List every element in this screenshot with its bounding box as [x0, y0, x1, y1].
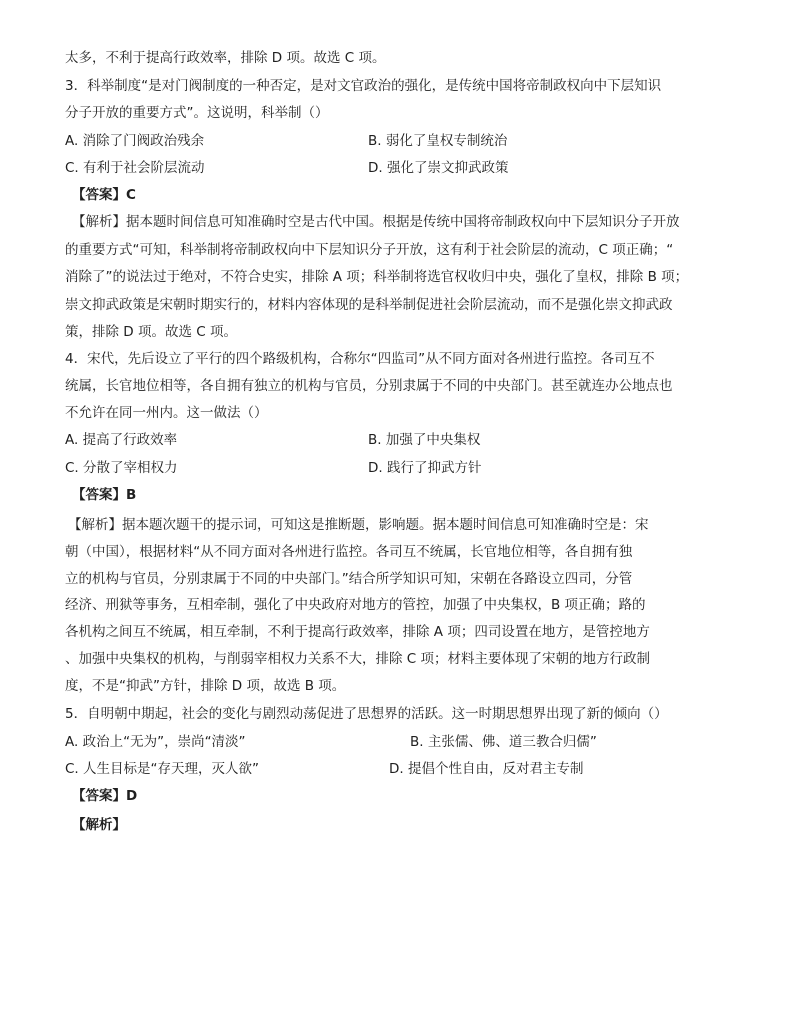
- question-5-explanation: 【解析】: [72, 817, 126, 833]
- question-3-explanation: 消除了”的说法过于绝对，不符合史实，排除 A 项；科举制将选官权收归中央，强化了皇权，排除 B 项；: [65, 269, 689, 285]
- question-4-explanation: 【解析】据本题次题干的提示词，可知这是推断题，影响题。据本题时间信息可知准确时空是：宋: [68, 517, 649, 533]
- question-3-option-c: C. 有利于社会阶层流动: [65, 160, 205, 176]
- question-5-option-b: B. 主张儒、佛、道三教合归儒”: [410, 734, 597, 750]
- question-3-explanation: 的重要方式“可知，科举制将帝制政权向中下层知识分子开放，这有利于社会阶层的流动，C 项正确；“: [65, 242, 674, 258]
- question-3-option-d: D. 强化了崇文抑武政策: [368, 160, 509, 176]
- question-4-option-a: A. 提高了行政效率: [65, 432, 178, 448]
- question-3-stem: 分子开放的重要方式”。这说明，科举制（）: [65, 105, 329, 121]
- question-3-option-b: B. 弱化了皇权专制统治: [368, 133, 508, 149]
- question-4-explanation: 度，不是“抑武”方针，排除 D 项，故选 B 项。: [65, 678, 346, 694]
- question-3-stem: 3．科举制度“是对门阀制度的一种否定，是对文官政治的强化，是传统中国将帝制政权向中下层知识: [65, 78, 662, 94]
- question-3-explanation: 【解析】据本题时间信息可知准确时空是古代中国。根据是传统中国将帝制政权向中下层知识分子开放: [72, 214, 680, 230]
- question-3-answer: 【答案】C: [72, 187, 136, 203]
- text-line: 太多，不利于提高行政效率，排除 D 项。故选 C 项。: [65, 50, 386, 66]
- question-4-option-d: D. 践行了抑武方针: [368, 460, 482, 476]
- question-4-stem: 4．宋代，先后设立了平行的四个路级机构，合称尔“四监司”从不同方面对各州进行监控。各司互不: [65, 351, 655, 367]
- question-4-explanation: 各机构之间互不统属，相互牵制，不利于提高行政效率，排除 A 项；四司设置在地方，是管控地方: [65, 624, 650, 640]
- question-5-option-a: A. 政治上“无为”，崇尚“清淡”: [65, 734, 246, 750]
- question-4-explanation: 立的机构与官员，分别隶属于不同的中央部门。”结合所学知识可知，宋朝在各路设立四司，分管: [65, 571, 633, 587]
- question-5-option-c: C. 人生目标是“存天理，灭人欲”: [65, 761, 259, 777]
- question-4-explanation: 、加强中央集权的机构，与削弱宰相权力关系不大，排除 C 项；材料主要体现了宋朝的地方行政制: [65, 651, 651, 667]
- question-5-option-d: D. 提倡个性自由，反对君主专制: [389, 761, 584, 777]
- question-5-stem: 5．自明朝中期起，社会的变化与剧烈动荡促进了思想界的活跃。这一时期思想界出现了新的倾向（）: [65, 706, 668, 722]
- question-3-option-a: A. 消除了门阀政治残余: [65, 133, 205, 149]
- question-4-answer: 【答案】B: [72, 487, 137, 503]
- question-5-answer: 【答案】D: [72, 788, 138, 804]
- question-4-option-c: C. 分散了宰相权力: [65, 460, 178, 476]
- question-4-explanation: 经济、刑狱等事务，互相牵制，强化了中央政府对地方的管控，加强了中央集权，B 项正确；路的: [65, 597, 646, 613]
- question-4-explanation: 朝（中国），根据材料“从不同方面对各州进行监控。各司互不统属，长官地位相等，各自拥有独: [65, 544, 633, 560]
- question-3-explanation: 崇文抑武政策是宋朝时期实行的，材料内容体现的是科举制促进社会阶层流动，而不是强化崇文抑武政: [65, 297, 673, 313]
- question-4-option-b: B. 加强了中央集权: [368, 432, 481, 448]
- question-3-explanation: 策，排除 D 项。故选 C 项。: [65, 324, 237, 340]
- question-4-stem: 统属，长官地位相等，各自拥有独立的机构与官员，分别隶属于不同的中央部门。甚至就连办公地点也: [65, 378, 673, 394]
- question-4-stem: 不允许在同一州内。这一做法（）: [65, 405, 268, 421]
